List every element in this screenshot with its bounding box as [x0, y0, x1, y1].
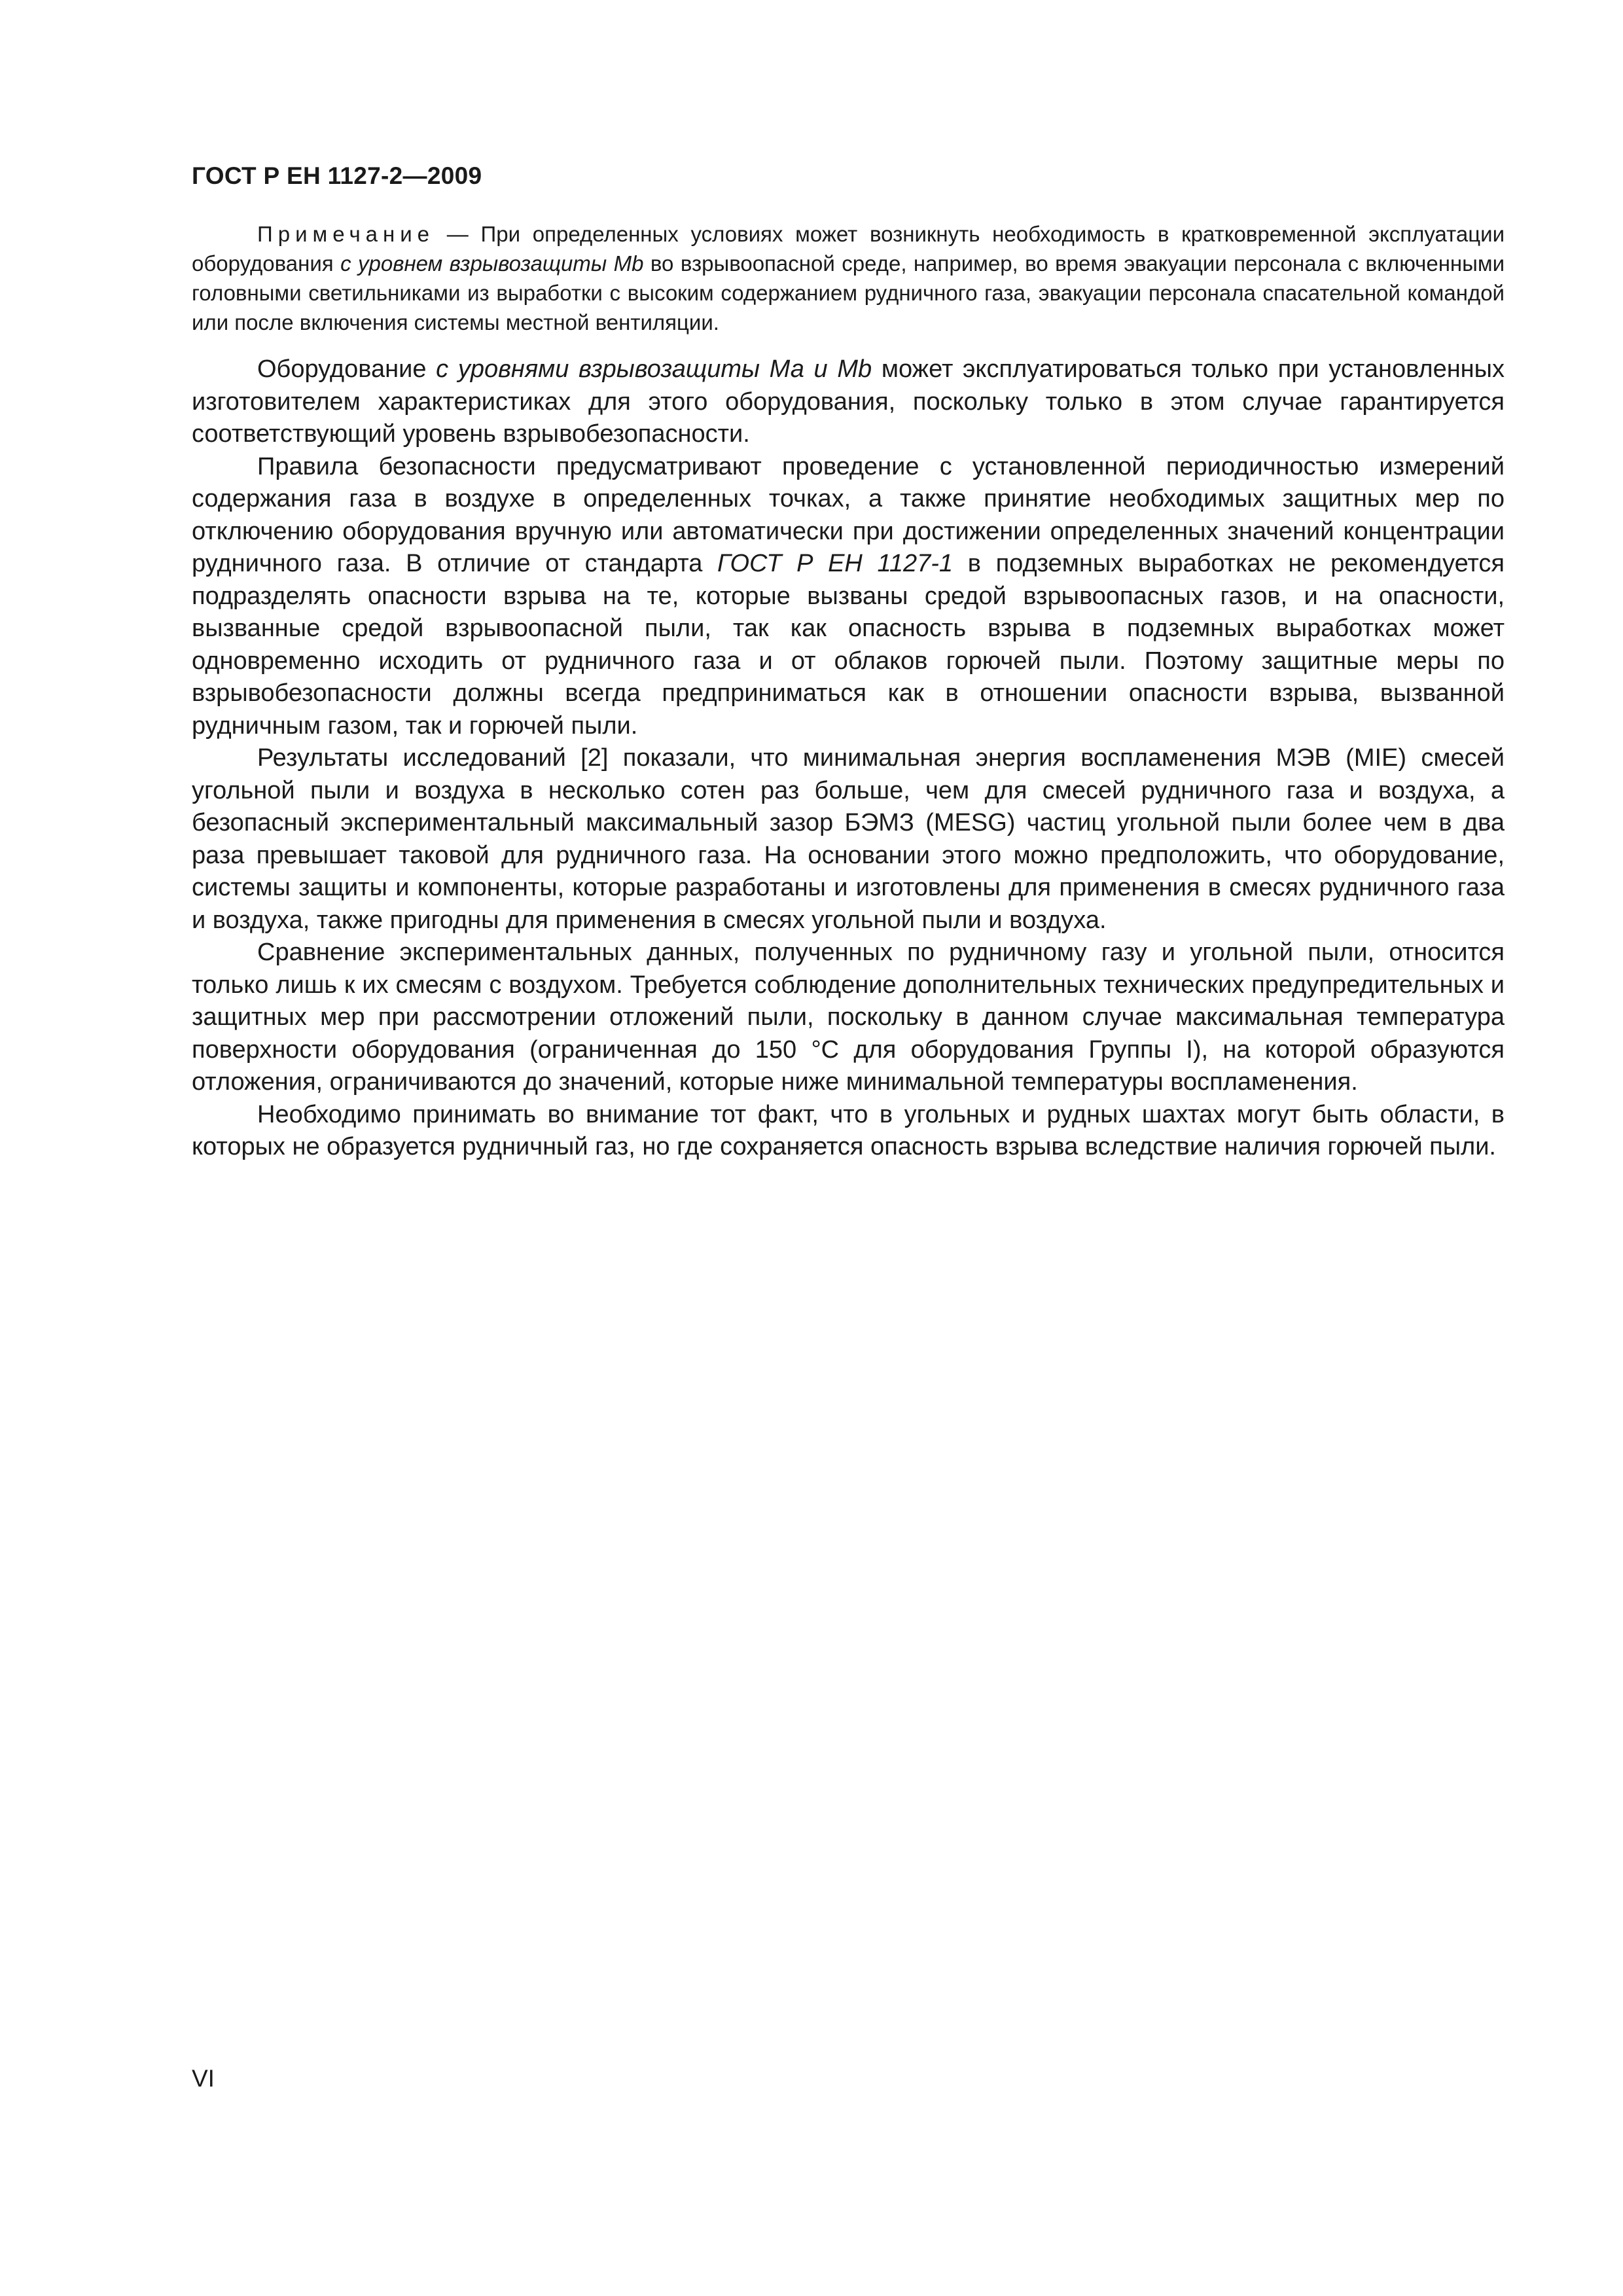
page-number: VI: [192, 2065, 215, 2092]
paragraph-text: может эксплуатироваться только при установленных изготовителем характеристиках для этого оборудования, поскольку только в этом случае гарантируется соответствующий уровень взрывобезопасности.: [192, 355, 1505, 448]
standard-reference: ГОСТ Р ЕН 1127-1: [717, 550, 954, 577]
note-paragraph: [192, 219, 1505, 337]
paragraph-experimental-comparison: Сравнение экспериментальных данных, полученных по рудничному газу и угольной пыли, относится только лишь к их смесям с воздухом. Требуется соблюдение дополнительных технических предупредительных и защитных мер при рассмотрении отложений пыли, поскольку в данном случае максимальная температура поверхности оборудования (ограниченная до 150 °С для оборудования Группы I), на которой образуются отложения, ограничиваются до значений, которые ниже минимальной температуры воспламенения.: [192, 939, 1505, 1096]
paragraph-mine-areas: Необходимо принимать во внимание тот факт, что в угольных и рудных шахтах могут быть области, в которых не образуется рудничный газ, но где сохраняется опасность взрыва вследствие наличия горючей пыли.: [192, 1100, 1505, 1160]
paragraph-italic-term: с уровнями взрывозащиты Ма и Mb: [436, 355, 872, 383]
note-label: Примечание: [257, 222, 435, 246]
paragraph-text: Правила безопасности предусматривают проведение с установленной периодичностью измерений содержания газа в воздухе в определенных точках, а также принятие необходимых защитных мер по отключению оборудования вручную или автоматически при достижении определенных значений концентрации рудничного газа. В отличие от стандарта: [192, 452, 1505, 577]
paragraph-text: Оборудование: [257, 355, 437, 383]
paragraph-equipment-levels: [192, 353, 1505, 451]
paragraph-safety-rules: [192, 451, 1505, 743]
note-text-continued: во взрывоопасной среде, например, во время эвакуации персонала с включенными головными светильниками из выработки с высоким содержанием рудничного газа, эвакуации персонала спасательной командой или после включения системы местной вентиляции.: [192, 251, 1505, 334]
document-body: [192, 219, 1505, 1164]
note-italic-term: с уровнем взрывозащиты Mb: [340, 251, 644, 276]
paragraph-text: в подземных выработках не рекомендуется подразделять опасности взрыва на те, которые вызваны средой взрывоопасных газов, и на опасности, вызванные средой взрывоопасной пыли, так как опасность взрыва в подземных выработках может одновременно исходить от рудничного газа и от облаков горючей пыли. Поэтому защитные меры по взрывобезопасности должны всегда предприниматься как в отношении опасности взрыва, вызванной рудничным газом, так и горючей пыли.: [192, 550, 1505, 740]
document-header: ГОСТ Р ЕН 1127-2—2009: [192, 162, 482, 189]
note-text: При определенных условиях может возникнуть необходимость в кратковременной эксплуатации оборудования: [192, 222, 1505, 276]
note-dash: —: [435, 222, 481, 246]
paragraph-research-results: Результаты исследований [2] показали, что минимальная энергия воспламенения МЭВ (MIE) смесей угольной пыли и воздуха в несколько сотен раз больше, чем для смесей рудничного газа и воздуха, а безопасный экспериментальный максимальный зазор БЭМЗ (MESG) частиц угольной пыли более чем в два раза превышает таковой для рудничного газа. На основании этого можно предположить, что оборудование, системы защиты и компоненты, которые разработаны и изготовлены для применения в смесях рудничного газа и воздуха, также пригодны для применения в смесях угольной пыли и воздуха.: [192, 744, 1505, 934]
